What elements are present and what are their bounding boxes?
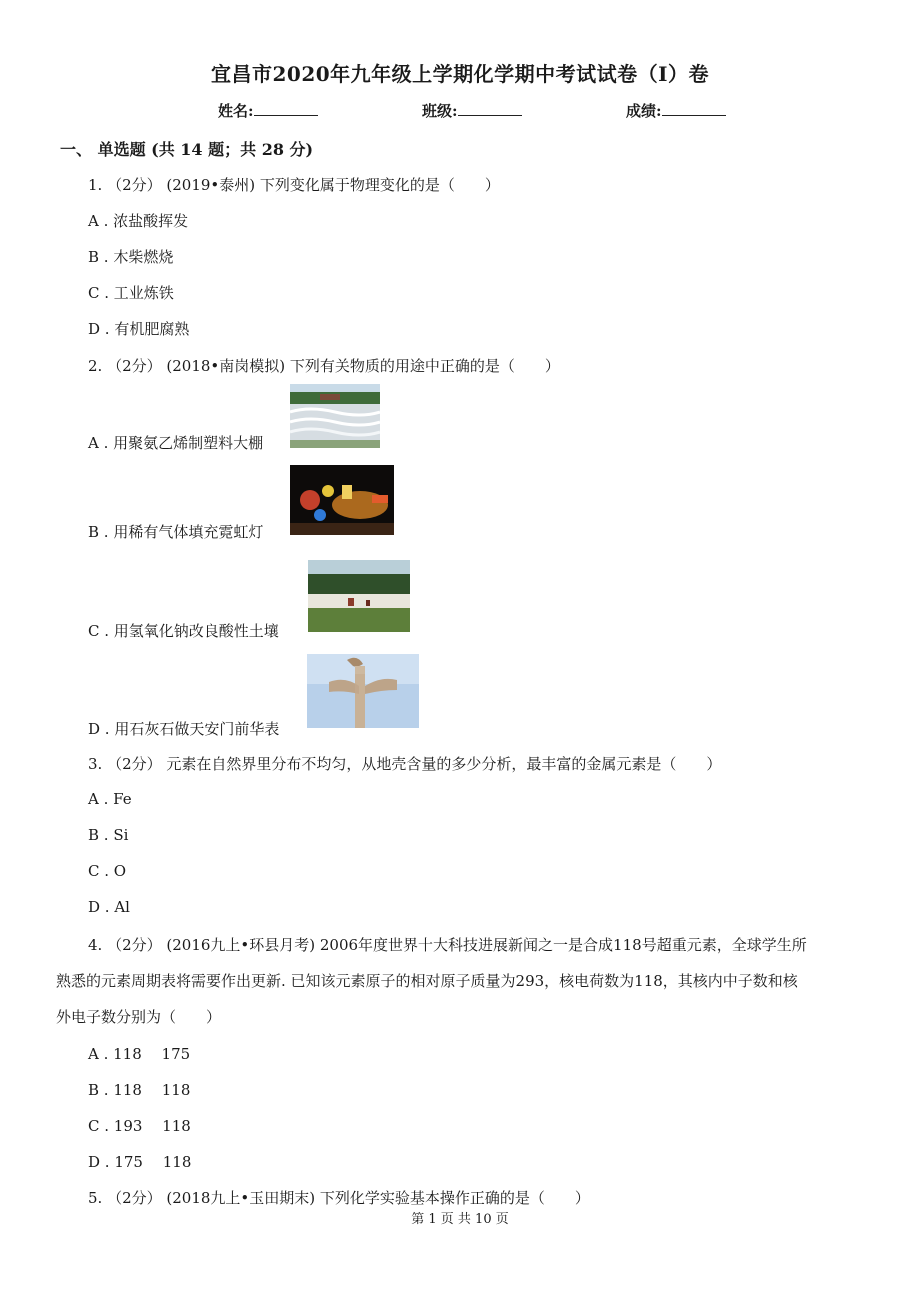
- question-1-stem: 1. （2分） (2019•泰州) 下列变化属于物理变化的是（ ）: [88, 176, 500, 194]
- question-4-stem-line-1: 4. （2分） (2016九上•环县月考) 2006年度世界十大科技进展新闻之一是合成118号超重元素，全球学生所: [88, 936, 807, 954]
- question-4-option-c: C . 193 118: [88, 1117, 191, 1135]
- question-2-option-d: D . 用石灰石做天安门前华表: [88, 720, 280, 738]
- exam-title: 宜昌市2020年九年级上学期化学期中考试试卷（I）卷: [210, 62, 710, 86]
- huabiao-image: [307, 654, 419, 728]
- question-2-option-a: A . 用聚氨乙烯制塑料大棚: [88, 434, 264, 452]
- question-1-option-a: A . 浓盐酸挥发: [88, 212, 189, 230]
- page-footer: 第 1 页 共 10 页: [411, 1212, 509, 1227]
- score-label: 成绩:: [626, 102, 662, 120]
- question-2-option-c: C . 用氢氧化钠改良酸性土壤: [88, 622, 279, 640]
- question-1-option-c: C . 工业炼铁: [88, 284, 174, 302]
- question-4-option-d: D . 175 118: [88, 1153, 192, 1171]
- score-blank: [662, 101, 726, 116]
- question-2-option-b: B . 用稀有气体填充霓虹灯: [88, 523, 264, 541]
- question-5-stem: 5. （2分） (2018九上•玉田期末) 下列化学实验基本操作正确的是（ ）: [88, 1189, 590, 1207]
- section-heading: 一、 单选题 (共 14 题；共 28 分): [60, 140, 314, 159]
- greenhouse-image: [290, 384, 380, 448]
- question-3-option-d: D . Al: [88, 898, 130, 916]
- question-4-stem-line-2: 熟悉的元素周期表将需要作出更新. 已知该元素原子的相对原子质量为293，核电荷数为118，其核内中子数和核: [56, 972, 798, 990]
- question-3-option-b: B . Si: [88, 826, 129, 844]
- question-4-option-b: B . 118 118: [88, 1081, 191, 1099]
- class-label: 班级:: [422, 102, 458, 120]
- question-1-option-b: B . 木柴燃烧: [88, 248, 174, 266]
- question-3-option-a: A . Fe: [88, 790, 132, 808]
- class-blank: [458, 101, 522, 116]
- question-4-stem-line-3: 外电子数分别为（ ）: [56, 1008, 222, 1026]
- question-1-option-d: D . 有机肥腐熟: [88, 320, 190, 338]
- farmland-image: [308, 560, 410, 632]
- score-field: [626, 100, 726, 121]
- neon-lights-image: [290, 465, 394, 535]
- question-3-option-c: C . O: [88, 862, 127, 880]
- class-field: [422, 100, 522, 121]
- question-4-option-a: A . 118 175: [88, 1045, 191, 1063]
- question-3-stem: 3. （2分） 元素在自然界里分布不均匀，从地壳含量的多少分析，最丰富的金属元素是（ ）: [88, 755, 722, 773]
- name-blank: [254, 101, 318, 116]
- name-field: [218, 100, 318, 121]
- question-2-stem: 2. （2分） (2018•南岗模拟) 下列有关物质的用途中正确的是（ ）: [88, 357, 560, 375]
- name-label: 姓名:: [218, 102, 254, 120]
